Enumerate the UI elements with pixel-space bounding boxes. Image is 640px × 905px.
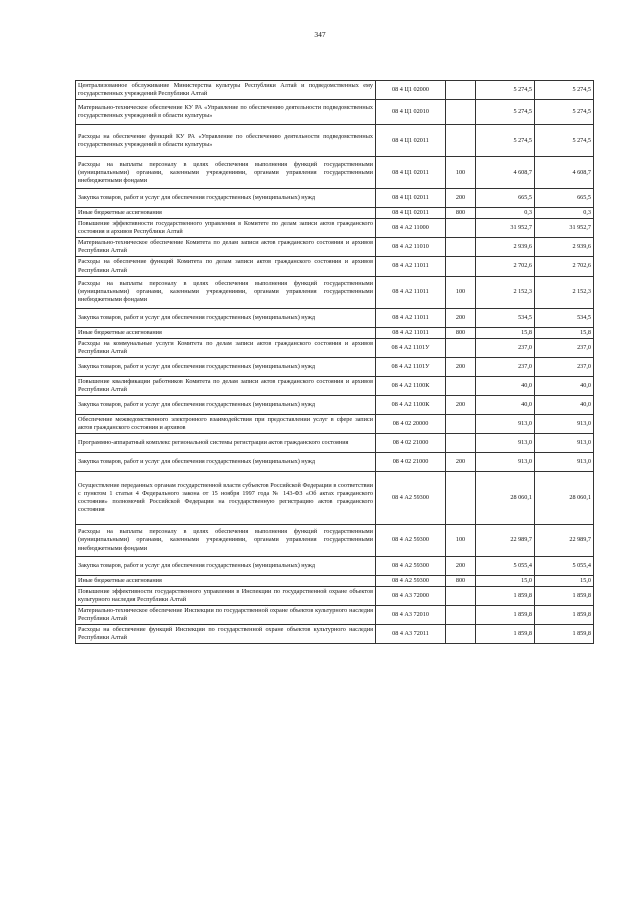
row-amount-2-cell: 2 939,6	[535, 238, 594, 257]
row-amount-1-cell: 913,0	[476, 434, 535, 453]
row-expense-type-cell: 100	[446, 276, 476, 308]
row-code-cell: 08 4 А2 11011	[376, 257, 446, 276]
row-amount-1-cell: 2 152,3	[476, 276, 535, 308]
row-name-cell: Программно-аппаратный комплекс региональной системы регистрации актов гражданского состояния	[76, 434, 376, 453]
row-expense-type-cell	[446, 606, 476, 625]
row-amount-2-cell: 15,0	[535, 576, 594, 587]
row-expense-type-cell	[446, 81, 476, 100]
row-amount-2-cell: 913,0	[535, 434, 594, 453]
row-name-cell: Иные бюджетные ассигнования	[76, 576, 376, 587]
table-row	[76, 395, 594, 414]
row-amount-2-cell: 28 060,1	[535, 472, 594, 525]
table-row	[76, 525, 594, 557]
row-amount-1-cell: 22 989,7	[476, 525, 535, 557]
row-amount-1-cell: 5 274,5	[476, 81, 535, 100]
row-amount-2-cell: 40,0	[535, 395, 594, 414]
row-amount-2-cell: 5 274,5	[535, 81, 594, 100]
table-row	[76, 576, 594, 587]
row-amount-2-cell: 1 859,8	[535, 625, 594, 644]
row-amount-2-cell: 4 608,7	[535, 157, 594, 189]
row-code-cell: 08 4 А3 72010	[376, 606, 446, 625]
row-amount-2-cell: 31 952,7	[535, 219, 594, 238]
row-expense-type-cell	[446, 376, 476, 395]
row-amount-2-cell: 1 859,8	[535, 606, 594, 625]
row-expense-type-cell: 800	[446, 327, 476, 338]
row-code-cell: 08 4 А2 1101У	[376, 338, 446, 357]
table-body	[76, 81, 594, 644]
row-code-cell: 08 4 А2 59300	[376, 557, 446, 576]
row-amount-1-cell: 5 055,4	[476, 557, 535, 576]
table-row	[76, 587, 594, 606]
table-row	[76, 100, 594, 125]
row-amount-1-cell: 15,0	[476, 576, 535, 587]
row-amount-2-cell: 237,0	[535, 338, 594, 357]
row-amount-2-cell: 22 989,7	[535, 525, 594, 557]
row-code-cell: 08 4 А2 11011	[376, 276, 446, 308]
page-number: 347	[314, 30, 326, 39]
row-code-cell: 08 4 А2 11011	[376, 327, 446, 338]
row-name-cell: Иные бюджетные ассигнования	[76, 208, 376, 219]
row-amount-1-cell: 1 859,8	[476, 625, 535, 644]
row-expense-type-cell: 800	[446, 208, 476, 219]
row-name-cell: Повышение квалификации работников Комитета по делам записи актов гражданского состояния и архивов Республики Алтай	[76, 376, 376, 395]
row-name-cell: Материально-техническое обеспечение Комитета по делам записи актов гражданского состояния и архивов Республики Алтай	[76, 238, 376, 257]
row-amount-2-cell: 665,5	[535, 189, 594, 208]
table-row	[76, 219, 594, 238]
row-amount-2-cell: 2 702,6	[535, 257, 594, 276]
row-expense-type-cell: 200	[446, 308, 476, 327]
row-code-cell: 08 4 А3 72011	[376, 625, 446, 644]
row-name-cell: Иные бюджетные ассигнования	[76, 327, 376, 338]
row-amount-2-cell: 0,3	[535, 208, 594, 219]
row-expense-type-cell: 200	[446, 557, 476, 576]
row-name-cell: Осуществление переданных органам государственной власти субъектов Российской Федерации в соответствии с пунктом 1 статьи 4 Федерального закона от 15 ноября 1997 года № 143-ФЗ «Об актах гражданского состояния» полномочий Российской Федерации на государственную регистрацию актов гражданского состояния	[76, 472, 376, 525]
row-amount-1-cell: 237,0	[476, 338, 535, 357]
row-amount-2-cell: 2 152,3	[535, 276, 594, 308]
row-code-cell: 08 4 Ц1 02010	[376, 100, 446, 125]
row-amount-1-cell: 237,0	[476, 357, 535, 376]
table-row	[76, 625, 594, 644]
row-code-cell: 08 4 А2 11011	[376, 308, 446, 327]
row-expense-type-cell: 100	[446, 157, 476, 189]
row-amount-2-cell: 5 055,4	[535, 557, 594, 576]
row-code-cell: 08 4 А2 1101У	[376, 357, 446, 376]
row-amount-1-cell: 15,8	[476, 327, 535, 338]
table-row	[76, 257, 594, 276]
row-name-cell: Материально-техническое обеспечение КУ РА «Управление по обеспечению деятельности подведомственных государственных учреждений в области культуры»	[76, 100, 376, 125]
table-row	[76, 453, 594, 472]
row-code-cell: 08 4 А2 59300	[376, 472, 446, 525]
row-amount-2-cell: 913,0	[535, 453, 594, 472]
row-code-cell: 08 4 Ц1 02011	[376, 157, 446, 189]
row-amount-1-cell: 0,3	[476, 208, 535, 219]
row-code-cell: 08 4 А3 72000	[376, 587, 446, 606]
row-code-cell: 08 4 А2 1100К	[376, 376, 446, 395]
row-amount-1-cell: 2 702,6	[476, 257, 535, 276]
row-code-cell: 08 4 Ц1 02011	[376, 208, 446, 219]
row-amount-1-cell: 4 608,7	[476, 157, 535, 189]
row-amount-2-cell: 40,0	[535, 376, 594, 395]
row-name-cell: Расходы на выплаты персоналу в целях обеспечения выполнения функций государственными (муниципальными) органами, казенными учреждениями, органами управления государственными внебюджетными фондами	[76, 525, 376, 557]
table-row	[76, 327, 594, 338]
table-row	[76, 557, 594, 576]
row-amount-1-cell: 534,5	[476, 308, 535, 327]
row-amount-2-cell: 5 274,5	[535, 125, 594, 157]
row-amount-2-cell: 15,8	[535, 327, 594, 338]
row-code-cell: 08 4 А2 1100К	[376, 395, 446, 414]
row-name-cell: Централизованное обслуживание Министерства культуры Республики Алтай и подведомственных ему государственных учреждений Республики Алтай	[76, 81, 376, 100]
table-row	[76, 81, 594, 100]
row-amount-1-cell: 913,0	[476, 414, 535, 433]
row-amount-1-cell: 913,0	[476, 453, 535, 472]
row-code-cell: 08 4 02 20000	[376, 414, 446, 433]
table-row	[76, 414, 594, 433]
row-expense-type-cell	[446, 238, 476, 257]
row-expense-type-cell: 200	[446, 189, 476, 208]
table-row	[76, 434, 594, 453]
row-code-cell: 08 4 А2 11000	[376, 219, 446, 238]
table-row	[76, 157, 594, 189]
row-name-cell: Материально-техническое обеспечение Инспекции по государственной охране объектов культурного наследия Республики Алтай	[76, 606, 376, 625]
row-expense-type-cell	[446, 125, 476, 157]
table-row	[76, 376, 594, 395]
row-expense-type-cell	[446, 414, 476, 433]
row-name-cell: Расходы на обеспечение функций КУ РА «Управление по обеспечению деятельности подведомственных государственных учреждений в области культуры»	[76, 125, 376, 157]
row-name-cell: Расходы на коммунальные услуги Комитета по делам записи актов гражданского состояния и архивов Республики Алтай	[76, 338, 376, 357]
row-code-cell: 08 4 А2 59300	[376, 525, 446, 557]
row-name-cell: Закупка товаров, работ и услуг для обеспечения государственных (муниципальных) нужд	[76, 308, 376, 327]
row-amount-1-cell: 40,0	[476, 376, 535, 395]
row-expense-type-cell	[446, 100, 476, 125]
row-amount-1-cell: 28 060,1	[476, 472, 535, 525]
row-expense-type-cell	[446, 625, 476, 644]
row-amount-1-cell: 665,5	[476, 189, 535, 208]
row-name-cell: Закупка товаров, работ и услуг для обеспечения государственных (муниципальных) нужд	[76, 453, 376, 472]
row-amount-1-cell: 5 274,5	[476, 100, 535, 125]
row-expense-type-cell	[446, 219, 476, 238]
row-expense-type-cell	[446, 434, 476, 453]
row-code-cell: 08 4 Ц1 02000	[376, 81, 446, 100]
row-name-cell: Расходы на обеспечение функций Инспекции по государственной охране объектов культурного наследия Республики Алтай	[76, 625, 376, 644]
row-name-cell: Закупка товаров, работ и услуг для обеспечения государственных (муниципальных) нужд	[76, 557, 376, 576]
budget-table	[75, 80, 594, 644]
table-row	[76, 606, 594, 625]
row-name-cell: Повышение эффективности государственного управления в Инспекции по государственной охране объектов культурного наследия Республики Алтай	[76, 587, 376, 606]
table-row	[76, 472, 594, 525]
row-amount-1-cell: 5 274,5	[476, 125, 535, 157]
row-expense-type-cell: 200	[446, 357, 476, 376]
row-name-cell: Расходы на обеспечение функций Комитета по делам записи актов гражданского состояния и архивов Республики Алтай	[76, 257, 376, 276]
row-name-cell: Закупка товаров, работ и услуг для обеспечения государственных (муниципальных) нужд	[76, 189, 376, 208]
row-expense-type-cell: 100	[446, 525, 476, 557]
row-name-cell: Обеспечение межведомственного электронного взаимодействия при предоставлении услуг в сфере записи актов гражданского состояния и архивов	[76, 414, 376, 433]
row-amount-1-cell: 40,0	[476, 395, 535, 414]
row-expense-type-cell: 200	[446, 395, 476, 414]
table-row	[76, 338, 594, 357]
table-row	[76, 189, 594, 208]
table-row	[76, 276, 594, 308]
row-amount-2-cell: 1 859,8	[535, 587, 594, 606]
row-code-cell: 08 4 Ц1 02011	[376, 189, 446, 208]
row-code-cell: 08 4 02 21000	[376, 453, 446, 472]
row-amount-2-cell: 5 274,5	[535, 100, 594, 125]
row-amount-2-cell: 237,0	[535, 357, 594, 376]
row-name-cell: Расходы на выплаты персоналу в целях обеспечения выполнения функций государственными (муниципальными) органами, казенными учреждениями, органами управления государственными внебюджетными фондами	[76, 157, 376, 189]
table-row	[76, 125, 594, 157]
row-amount-1-cell: 1 859,8	[476, 606, 535, 625]
row-code-cell: 08 4 А2 11010	[376, 238, 446, 257]
row-amount-1-cell: 31 952,7	[476, 219, 535, 238]
row-amount-2-cell: 534,5	[535, 308, 594, 327]
table-row	[76, 357, 594, 376]
row-expense-type-cell	[446, 257, 476, 276]
row-expense-type-cell	[446, 587, 476, 606]
row-amount-2-cell: 913,0	[535, 414, 594, 433]
row-expense-type-cell: 800	[446, 576, 476, 587]
table-row	[76, 308, 594, 327]
row-code-cell: 08 4 А2 59300	[376, 576, 446, 587]
row-name-cell: Закупка товаров, работ и услуг для обеспечения государственных (муниципальных) нужд	[76, 395, 376, 414]
row-amount-1-cell: 1 859,8	[476, 587, 535, 606]
row-name-cell: Расходы на выплаты персоналу в целях обеспечения выполнения функций государственными (муниципальными) органами, казенными учреждениями, органами управления государственными внебюджетными фондами	[76, 276, 376, 308]
row-expense-type-cell: 200	[446, 453, 476, 472]
table-row	[76, 238, 594, 257]
row-name-cell: Повышение эффективности государственного управления в Комитете по делам записи актов гражданского состояния и архивов Республики Алтай	[76, 219, 376, 238]
row-code-cell: 08 4 Ц1 02011	[376, 125, 446, 157]
row-expense-type-cell	[446, 338, 476, 357]
row-name-cell: Закупка товаров, работ и услуг для обеспечения государственных (муниципальных) нужд	[76, 357, 376, 376]
row-expense-type-cell	[446, 472, 476, 525]
table-row	[76, 208, 594, 219]
row-code-cell: 08 4 02 21000	[376, 434, 446, 453]
row-amount-1-cell: 2 939,6	[476, 238, 535, 257]
